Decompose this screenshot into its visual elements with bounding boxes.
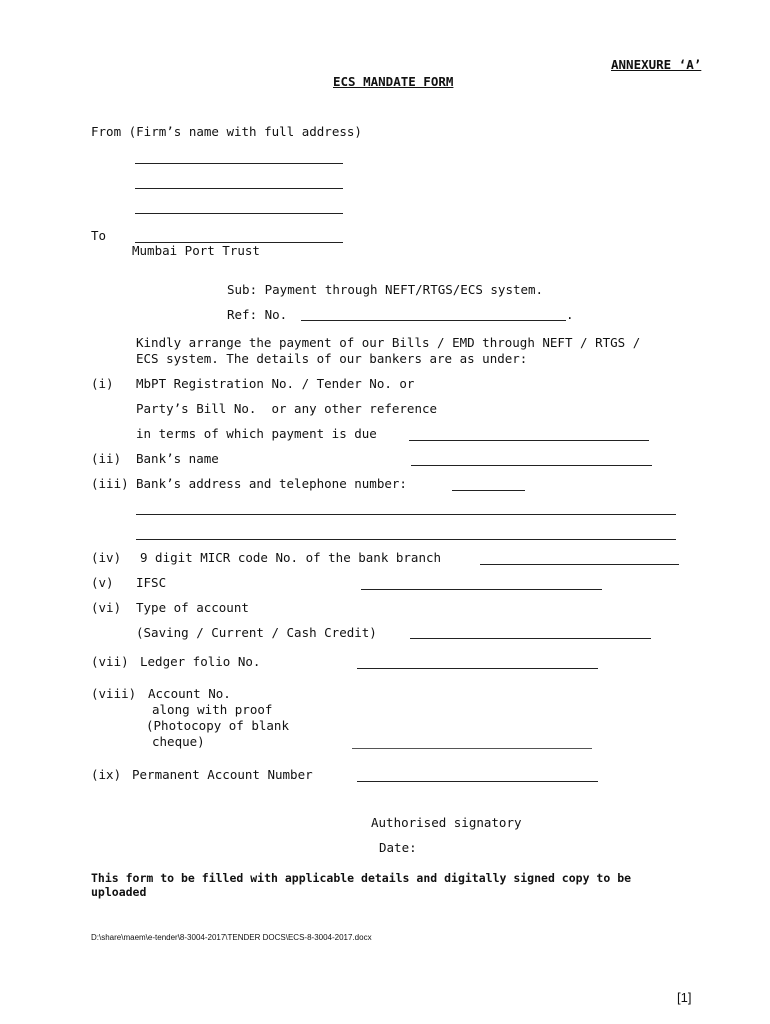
item-iii-number: (iii) <box>91 476 129 491</box>
bank-address-field-inline[interactable] <box>452 490 525 491</box>
note-line-2: uploaded <box>91 885 147 899</box>
item-viii-sub-3: cheque) <box>152 734 205 749</box>
ref-label: Ref: No. <box>227 307 288 322</box>
bank-address-field-1[interactable] <box>136 514 676 515</box>
intro-line-2: ECS system. The details of our bankers are as under: <box>136 351 528 366</box>
item-vi-number: (vi) <box>91 600 122 615</box>
from-label: From (Firm’s name with full address) <box>91 124 362 139</box>
account-number-field[interactable] <box>352 748 592 749</box>
item-ii-label: Bank’s name <box>136 451 219 466</box>
to-label: To <box>91 228 107 243</box>
ifsc-field[interactable] <box>361 589 602 590</box>
date-label: Date: <box>379 840 417 855</box>
from-address-line-2[interactable] <box>135 188 343 189</box>
from-address-line-1[interactable] <box>135 163 343 164</box>
micr-code-field[interactable] <box>480 564 679 565</box>
ref-number-field[interactable] <box>301 320 566 321</box>
annexure-label: ANNEXURE ‘A’ <box>611 57 702 72</box>
item-vi-sub: (Saving / Current / Cash Credit) <box>136 625 377 640</box>
form-title: ECS MANDATE FORM <box>333 74 454 89</box>
subject-line: Sub: Payment through NEFT/RTGS/ECS system. <box>227 282 544 297</box>
intro-line-1: Kindly arrange the payment of our Bills / EMD through NEFT / RTGS / <box>136 335 641 350</box>
item-iv-label: 9 digit MICR code No. of the bank branch <box>140 550 442 565</box>
item-viii-number: (viii) <box>91 686 137 701</box>
reference-field[interactable] <box>409 440 649 441</box>
item-iv-number: (iv) <box>91 550 122 565</box>
to-organisation: Mumbai Port Trust <box>132 243 260 258</box>
item-i-number: (i) <box>91 376 114 391</box>
account-type-field[interactable] <box>410 638 651 639</box>
ref-end: . <box>566 307 574 322</box>
item-vii-label: Ledger folio No. <box>140 654 261 669</box>
item-iii-label: Bank’s address and telephone number: <box>136 476 407 491</box>
note-line-1: This form to be filled with applicable details and digitally signed copy to be <box>91 871 632 885</box>
item-ii-number: (ii) <box>91 451 122 466</box>
pan-field[interactable] <box>357 781 598 782</box>
item-i-line-1: MbPT Registration No. / Tender No. or <box>136 376 415 391</box>
item-v-label: IFSC <box>136 575 167 590</box>
item-i-line-3: in terms of which payment is due <box>136 426 377 441</box>
item-viii-sub-1: along with proof <box>152 702 273 717</box>
authorised-signatory: Authorised signatory <box>371 815 522 830</box>
ledger-folio-field[interactable] <box>357 668 598 669</box>
item-vii-number: (vii) <box>91 654 129 669</box>
page-number: [1] <box>677 990 692 1005</box>
item-i-line-2: Party’s Bill No. or any other reference <box>136 401 438 416</box>
from-address-line-3[interactable] <box>135 213 343 214</box>
item-ix-number: (ix) <box>91 767 122 782</box>
bank-address-field-2[interactable] <box>136 539 676 540</box>
item-vi-label: Type of account <box>136 600 249 615</box>
item-viii-label: Account No. <box>148 686 231 701</box>
bank-name-field[interactable] <box>411 465 652 466</box>
item-v-number: (v) <box>91 575 114 590</box>
item-viii-sub-2: (Photocopy of blank <box>146 718 289 733</box>
item-ix-label: Permanent Account Number <box>132 767 313 782</box>
file-path-footer: D:\share\maem\e-tender\8-3004-2017\TENDER DOCS\ECS-8-3004-2017.docx <box>91 933 372 942</box>
